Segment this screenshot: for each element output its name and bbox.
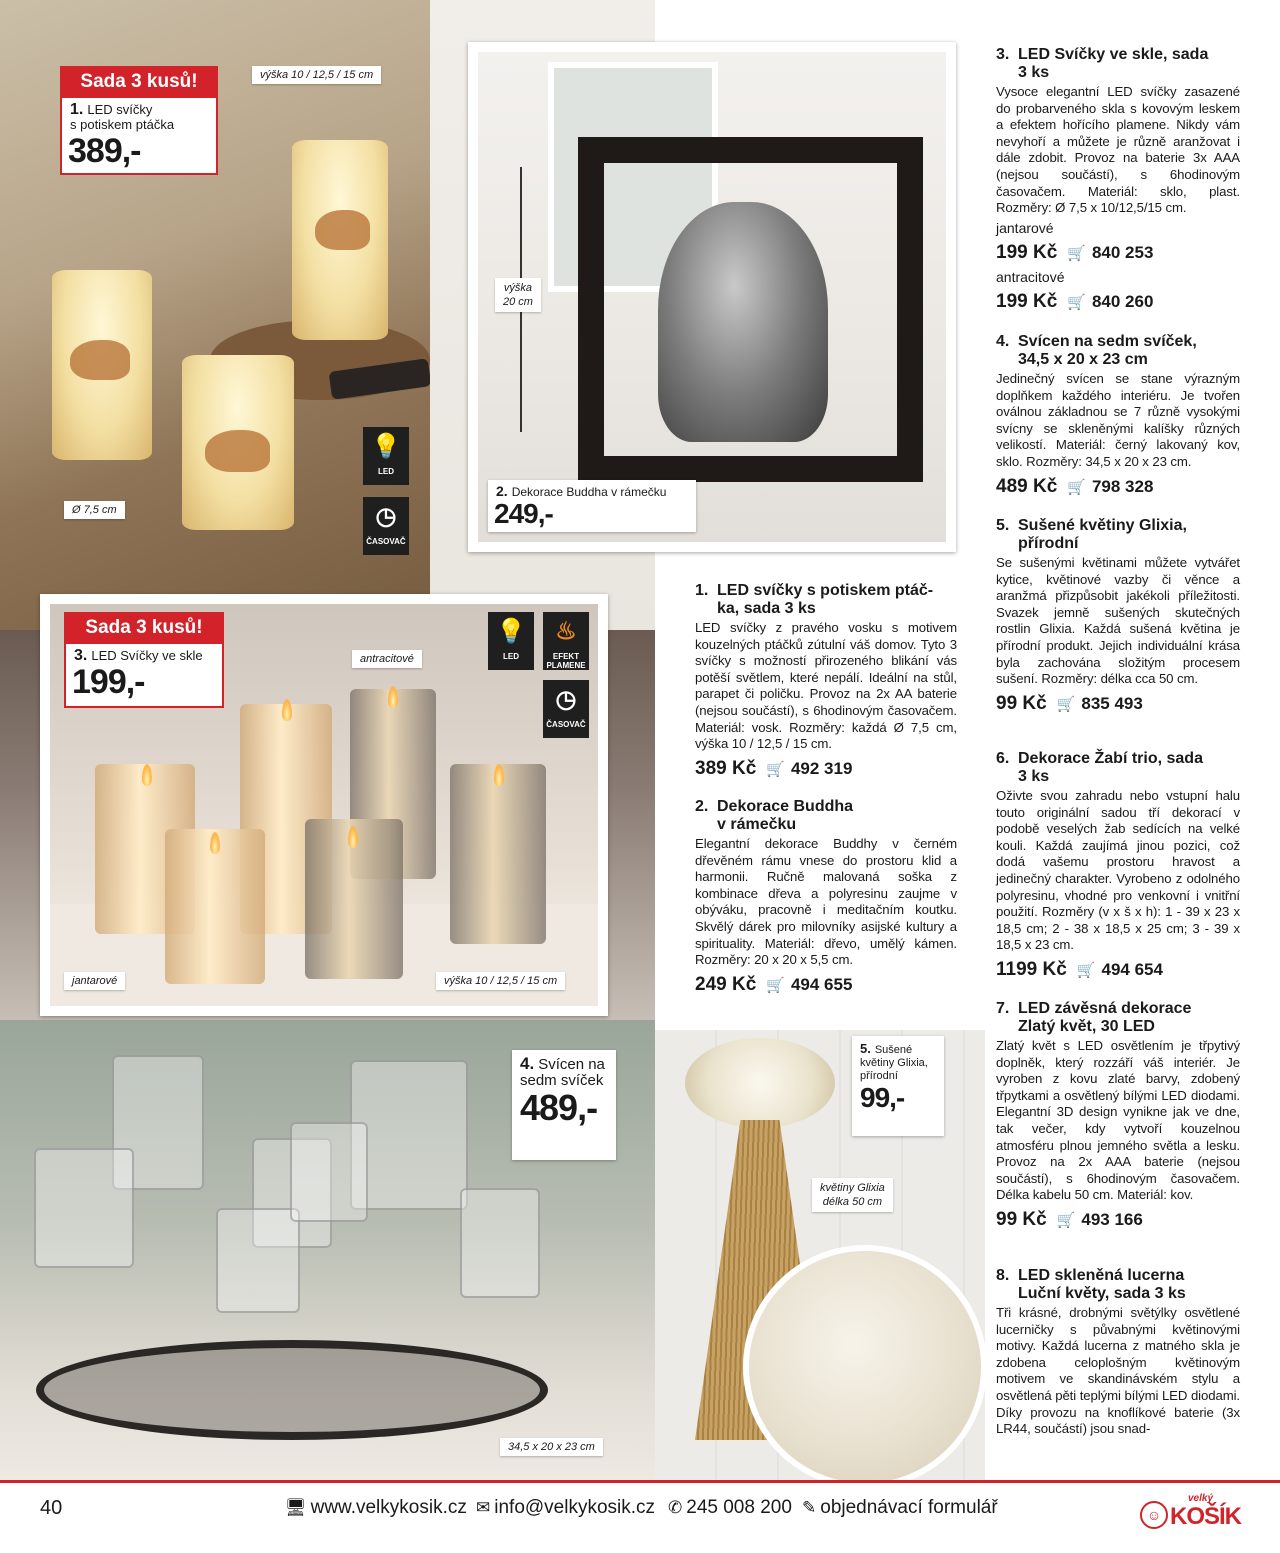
product-code: 494 654 [1101,959,1163,979]
badge-number: 1. [70,101,84,118]
product-code: 798 328 [1091,476,1154,496]
price-line [996,692,1240,717]
product-number: 7. [996,1000,1010,1017]
glass-candle [450,764,546,944]
tag-size: 34,5 x 20 x 23 cm [500,1438,603,1456]
badge-price: 249,- [494,498,553,529]
product-title: 3 ks [1018,768,1050,785]
product-title: 3 ks [1018,64,1050,81]
product-code: 492 319 [790,758,853,778]
product-title: přírodní [1018,535,1079,552]
cart-icon: 🛒 [1056,1211,1076,1229]
velky-kosik-logo[interactable]: ☺ velký KOŠÍK [1140,1491,1240,1531]
product-description: Se sušenými květinami můžete vytvářet kytice, květinové vazby či věnce a aranžmá přizpůsobit jakékoli příležitosti. Svazek jemně sušených skutečných rostlin Glixia. Každá sušená květina je přírodní produkt. Jejich individuální krása byla zachována složitým procesem sušení. Rozměry: délka cca 50 cm. [996,555,1240,687]
sale-badge-3 [64,612,224,708]
timer-icon-box: ◷ ČASOVAČ [543,680,589,738]
badge-label: Sušené květiny Glixia, přírodní [860,1044,928,1082]
product-price: 1199 Kč [996,958,1067,980]
badge-label: Svícen na sedm svíček [520,1056,605,1089]
product-price: 99 Kč [996,692,1047,714]
badge-number: 3. [74,647,88,664]
product-title: Zlatý květ, 30 LED [1018,1018,1155,1035]
glass-holder [216,1208,300,1313]
led-bulb-icon: 💡 [371,433,401,460]
product-title: LED skleněná lucerna [1018,1267,1185,1284]
badge-price: 489,- [520,1087,598,1128]
glass-holder [460,1188,540,1298]
buddha-statue [658,202,828,442]
glass-holder [290,1122,368,1222]
badge-label: s potiskem ptáčka [70,117,175,132]
price-badge-5 [852,1036,944,1136]
cart-icon: 🛒 [1067,293,1086,311]
product-title: v rámečku [717,816,797,833]
footer-phone-link[interactable]: ✆ 245 008 200 [668,1497,792,1518]
tag-height: výška 10 / 12,5 / 15 cm [252,66,381,84]
sale-ribbon: Sada 3 kusů! [62,68,216,98]
cart-icon: 🛒 [766,760,785,778]
product-description: Jedinečný svícen se stane výrazným doplňkem každého interiéru. Je tvořen oválnou základnou se 7 různě vysokými svícny se skleněnými kalíšky různých velikostí. Materiál: černý lakovaný kov, sklo. Rozměry: 34,5 x 20 x 23 cm. [996,371,1240,469]
page-number: 40 [40,1497,63,1519]
product-description: Oživte svou zahradu nebo vstupní halu touto originální sadou tří dekorací v podobě veselých žab sedících na velké kouli. Každá zaujímá jinou pozici, což dodá vašemu prostoru hravost a jedinečný charakter. Vyrobeno z odolného polyresinu, vhodné pro venkovní i vnitřní použití. Rozměry (v x š x h): 1 - 39 x 23 x 18,5 cm; 2 - 38 x 18,5 x 25 cm; 3 - 39 x 18,5 x 23 cm. [996,788,1240,953]
monitor-icon: 🖥 [285,1498,307,1517]
product-title: 34,5 x 20 x 23 cm [1018,351,1148,368]
product-description: Vysoce elegantní LED svíčky zasazené do probarveného skla s kovovým leskem a efektem hořícího plamene. Nikdy vám nevyhoří a můžete je různě aranžovat i dále zdobit. Provoz na baterie 3x AAA (nejsou součástí), s 6hodinovým časovačem. Materiál: sklo, plast. Rozměry: Ø 7,5 x 10/12,5/15 cm. [996,84,1240,216]
timer-icon: ◷ [555,686,577,713]
product-title: Dekorace Žabí trio, sada [1018,750,1203,767]
product-description: LED svíčky z pravého vosku s motivem kouzelných ptáčků zútulní váš domov. Tyto 3 svíčky s možností přirozeného blikání vás potěší světlem, které nepálí. Ideální na stůl, parapet či poličku. Provoz na 2x AA baterie (nejsou součástí), s 6hodinovým časovačem. Materiál: vosk. Rozměry: každá Ø 7,5 cm, výška 10 / 12,5 / 15 cm. [695,620,957,752]
product-title: Sušené květiny Glixia, [1018,517,1187,534]
product-7 [996,1000,1240,1233]
product-number: 1. [695,582,709,599]
badge-label: Dekorace Buddha v rámečku [511,485,667,499]
price-line [695,757,957,782]
product-8 [996,1267,1240,1438]
product-6 [996,750,1240,983]
phone-icon: ✆ [668,1498,683,1517]
badge-number: 2. [496,483,508,499]
price-line [996,1208,1240,1233]
product-price: 99 Kč [996,1208,1047,1230]
badge-label: LED svíčky [87,102,153,117]
product-price: 249 Kč [695,973,757,995]
product-description: Elegantní dekorace Buddhy v černém dřevěném rámu vnese do prostoru klid a harmonii. Ručně malovaná soška z kombinace dřeva a polyresinu zaujme v obýváku, pracovně i meditačním koutku. Skvělý dárek pro milovníky asijské kultury a spirituality. Materiál: dřevo, umělý kámen. Rozměry: 20 x 20 x 5,5 cm. [695,836,957,968]
cart-icon: 🛒 [766,976,785,994]
bird-motif [205,430,270,472]
variant-label: antracitové [996,268,1065,285]
price-line [996,958,1240,983]
footer [0,1483,1280,1553]
badge-price: 99,- [860,1082,905,1113]
footer-email-link[interactable]: ✉ info@velkykosik.cz [476,1497,656,1518]
product-description: Tři krásné, drobnými světýlky osvětlené lucerničky s půvabnými květinovými motivy. Každá lucerna z matného skla je zdobena celoplošným květinovým motivem ve skandinávském stylu a osvětlená pěti teplými bílými LED diodami. Díky provozu na knoflíkové baterie (3x LR44, součástí) jsou snad- [996,1305,1240,1437]
product-title: Dekorace Buddha [717,798,854,815]
envelope-icon: ✉ [476,1498,491,1517]
cart-icon: 🛒 [1076,961,1096,979]
product-number: 5. [996,517,1010,534]
product-title: Svícen na sedm svíček, [1018,333,1197,350]
product-price: 199 Kč [996,290,1058,312]
price-line [996,241,1240,266]
footer-form-link[interactable]: ✎ objednávací formulář [802,1497,998,1518]
led-icon-box: 💡 LED [488,612,534,670]
tag-amber: jantarové [64,972,125,990]
product-5 [996,517,1240,717]
product-title: ka, sada 3 ks [717,600,816,617]
product-code: 494 655 [790,974,853,994]
bird-motif [70,340,130,380]
product-number: 3. [996,46,1010,63]
product-2 [695,798,957,998]
tag-height: výška 20 cm [495,278,541,312]
product-price: 389 Kč [695,757,757,779]
badge-price: 199,- [72,663,145,701]
inset-photo-vase [743,1245,985,1480]
sale-ribbon: Sada 3 kusů! [66,614,222,644]
variant-label: jantarové [996,219,1054,236]
badge-number: 4. [520,1054,535,1073]
sale-badge-1 [60,66,218,175]
flower-heads [685,1038,835,1128]
price-line [996,475,1240,500]
logo-face-icon: ☺ [1140,1501,1168,1529]
form-icon: ✎ [802,1498,817,1517]
product-title: Luční květy, sada 3 ks [1018,1285,1186,1302]
product-code: 840 253 [1091,242,1154,262]
product-code: 835 493 [1081,693,1143,713]
timer-icon-box: ◷ ČASOVAČ [363,497,409,555]
product-title: LED svíčky s potiskem ptáč- [717,582,934,599]
cart-icon: 🛒 [1067,478,1086,496]
price-line [695,973,957,998]
footer-web-link[interactable]: 🖥 www.velkykosik.cz [285,1497,467,1518]
tag-length: květiny Glixia délka 50 cm [812,1178,893,1212]
product-4 [996,333,1240,500]
price-badge-2 [488,480,696,532]
tag-diameter: Ø 7,5 cm [64,501,125,519]
badge-number: 5. [860,1041,871,1056]
product-3 [996,46,1240,315]
cart-icon: 🛒 [1067,244,1086,262]
product-title: LED závěsná dekorace [1018,1000,1192,1017]
glass-holder [34,1148,134,1268]
product-number: 4. [996,333,1010,350]
product-number: 2. [695,798,709,815]
product-price: 199 Kč [996,241,1058,263]
tag-anthracite: antracitové [352,650,422,668]
oval-tray [36,1340,548,1440]
badge-price: 389,- [68,132,141,170]
timer-icon: ◷ [375,503,397,530]
photo-frame-buddha [468,42,956,552]
product-price: 489 Kč [996,475,1058,497]
flame-icon-box: ♨ EFEKT PLAMENE [543,612,589,670]
price-line [996,290,1240,315]
bird-motif [315,210,370,250]
led-icon-box: 💡 LED [363,427,409,485]
product-title: LED Svíčky ve skle, sada [1018,46,1209,63]
price-badge-4 [512,1050,616,1160]
badge-label: LED Svíčky ve skle [91,648,203,663]
product-description: Zlatý květ s LED osvětlením je třpytivý doplněk, který rozzáří váš interiér. Je vyroben z kovu zlaté barvy, zdobený třpytkami a osvětlený bílými LED diodami. Elegantní 3D design vynikne jak ve dne, tak večer, kdy vytvoří kouzelnou atmosféru plnou jemného světla a lesku. Provoz na 2x AAA baterie (nejsou součástí), s 6hodinovým časovačem. Délka kabelu 50 cm. Materiál: kov. [996,1038,1240,1203]
product-code: 840 260 [1091,291,1154,311]
led-bulb-icon: 💡 [496,618,526,645]
product-code: 493 166 [1081,1209,1143,1229]
cart-icon: 🛒 [1056,695,1076,713]
product-1 [695,582,957,782]
product-number: 6. [996,750,1010,767]
product-number: 8. [996,1267,1010,1284]
flame [282,699,292,721]
tag-height: výška 10 / 12,5 / 15 cm [436,972,565,990]
flame-icon: ♨ [555,618,577,645]
